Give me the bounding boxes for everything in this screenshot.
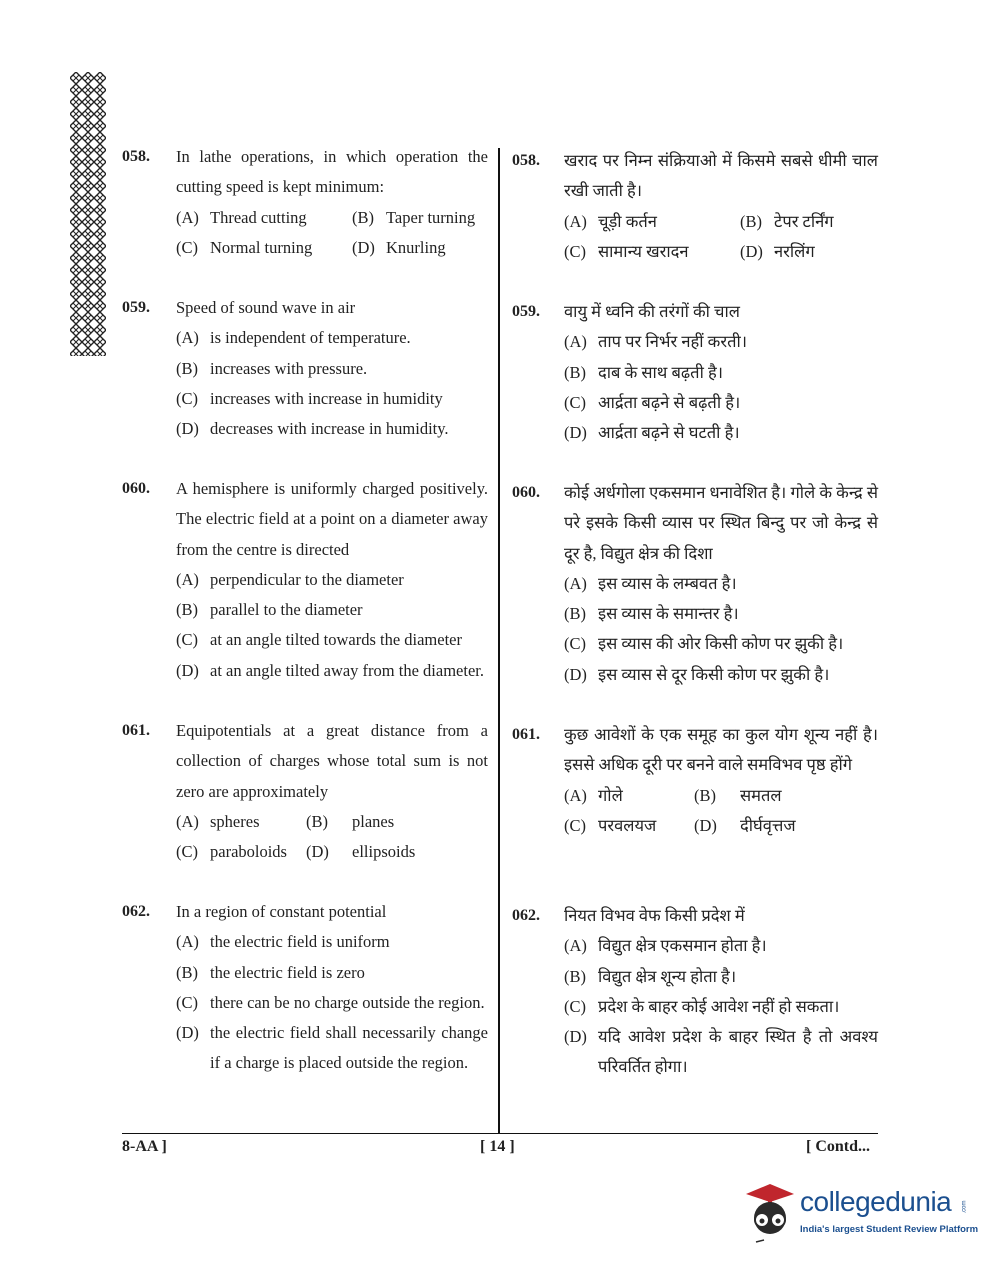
- option-label: (A): [176, 207, 199, 227]
- footer-rule: [122, 1133, 878, 1134]
- option-label: (B): [740, 211, 762, 231]
- option-text: ताप पर निर्भर नहीं करती।: [598, 332, 747, 352]
- option-text: प्रदेश के बाहर कोई आवेश नहीं हो सकता।: [598, 996, 840, 1016]
- option-label: (B): [564, 604, 586, 624]
- question-058-en: [122, 142, 488, 282]
- question-number: 060.: [512, 484, 540, 501]
- option-label: (B): [176, 962, 198, 982]
- option-text: सामान्य खरादन: [598, 241, 689, 261]
- collegedunia-logo: [742, 1180, 979, 1250]
- logo-name: collegedunia: [800, 1186, 952, 1217]
- option-label: (D): [176, 1023, 199, 1043]
- option-label: (A): [564, 211, 587, 231]
- option-text: इस व्यास की ओर किसी कोण पर झुकी है।: [598, 634, 844, 654]
- option-label: (B): [176, 600, 198, 620]
- option-label: (B): [564, 362, 586, 382]
- option-text: Normal turning: [210, 237, 313, 257]
- question-text: In lathe operations, in which operation the cutting speed is kept minimum:: [176, 147, 488, 197]
- question-number: 060.: [122, 480, 150, 497]
- question-text: खराद पर निम्न संक्रियाओ में किसमे सबसे धीमी चाल रखी जाती है।: [564, 151, 878, 201]
- option-label: (A): [176, 328, 199, 348]
- mascot-icon: [742, 1180, 798, 1246]
- option-text: नरलिंग: [774, 241, 815, 261]
- option-text: Taper turning: [386, 207, 476, 227]
- option-text: there can be no charge outside the region.: [210, 992, 485, 1012]
- option-label: (D): [694, 815, 717, 835]
- option-text: increases with pressure.: [210, 358, 368, 378]
- option-text: spheres: [210, 811, 260, 831]
- question-text: कोई अर्धगोला एकसमान धनावेशित है। गोले के केन्द्र से परे इसके किसी व्यास पर स्थित बिन्दु पर जो केन्द्र से दूर है, विद्युत क्षेत्र की दिशा: [564, 483, 878, 563]
- option-text: planes: [352, 811, 395, 831]
- question-number: 059.: [512, 303, 540, 320]
- option-label: (B): [176, 358, 198, 378]
- option-label: (A): [176, 569, 199, 589]
- option-text: विद्युत क्षेत्र एकसमान होता है।: [598, 936, 767, 956]
- option-text: at an angle tilted away from the diameter.: [210, 660, 484, 680]
- option-label: (A): [564, 332, 587, 352]
- option-label: (A): [176, 811, 199, 831]
- option-text: at an angle tilted towards the diameter: [210, 630, 462, 650]
- option-label: (D): [306, 842, 329, 862]
- option-text: दीर्घवृत्तज: [740, 815, 796, 835]
- option-text: the electric field is uniform: [210, 932, 390, 952]
- option-text: paraboloids: [210, 842, 287, 862]
- option-text: the electric field shall necessarily change if a charge is placed outside the region.: [210, 1023, 488, 1073]
- option-text: is independent of temperature.: [210, 328, 411, 348]
- option-text: इस व्यास के समान्तर है।: [598, 604, 739, 624]
- option-text: इस व्यास से दूर किसी कोण पर झुकी है।: [598, 664, 830, 684]
- question-text: नियत विभव वेफ किसी प्रदेश में: [564, 906, 745, 925]
- option-label: (A): [176, 932, 199, 952]
- option-label: (D): [564, 1027, 587, 1047]
- option-text: टेपर टर्निंग: [774, 211, 834, 231]
- question-text: In a region of constant potential: [176, 902, 387, 921]
- option-label: (C): [176, 388, 198, 408]
- option-label: (C): [564, 634, 586, 654]
- question-number: 062.: [122, 903, 150, 920]
- option-text: the electric field is zero: [210, 962, 365, 982]
- option-label: (B): [694, 785, 716, 805]
- question-text: Equipotentials at a great distance from a collection of charges whose total sum is not zero are approximately: [176, 721, 488, 801]
- option-text: parallel to the diameter: [210, 600, 363, 620]
- question-number: 062.: [512, 907, 540, 924]
- option-text: आर्द्रता बढ़ने से बढ़ती है।: [598, 392, 741, 412]
- question-number: 061.: [512, 726, 540, 743]
- option-text: perpendicular to the diameter: [210, 569, 404, 589]
- option-text: दाब के साथ बढ़ती है।: [598, 362, 724, 382]
- option-label: (C): [564, 392, 586, 412]
- option-label: (A): [564, 573, 587, 593]
- option-text: इस व्यास के लम्बवत है।: [598, 573, 737, 593]
- option-label: (C): [564, 996, 586, 1016]
- option-label: (D): [176, 419, 199, 439]
- question-number: 058.: [512, 152, 540, 169]
- footer-contd: [ Contd...: [806, 1138, 871, 1155]
- option-label: (C): [176, 842, 198, 862]
- option-label: (C): [176, 630, 198, 650]
- question-text: Speed of sound wave in air: [176, 298, 356, 317]
- option-text: Knurling: [386, 237, 446, 257]
- option-label: (A): [564, 785, 587, 805]
- option-label: (C): [176, 992, 198, 1012]
- option-text: यदि आवेश प्रदेश के बाहर स्थित है तो अवश्य परिवर्तित होगा।: [598, 1027, 878, 1077]
- footer-code: 8-AA ]: [122, 1138, 167, 1155]
- option-label: (D): [176, 660, 199, 680]
- option-label: (D): [740, 241, 763, 261]
- question-text: कुछ आवेशों के एक समूह का कुल योग शून्य नहीं है। इससे अधिक दूरी पर बनने वाले समविभव पृष्ठ होंगे: [564, 725, 878, 775]
- option-label: (B): [564, 966, 586, 986]
- option-label: (D): [564, 423, 587, 443]
- option-label: (B): [306, 811, 328, 831]
- option-text: ellipsoids: [352, 842, 416, 862]
- question-number: 058.: [122, 148, 150, 165]
- option-text: चूड़ी कर्तन: [598, 211, 657, 231]
- logo-domain: .com: [961, 1200, 968, 1214]
- option-label: (D): [564, 664, 587, 684]
- question-text: वायु में ध्वनि की तरंगों की चाल: [564, 302, 740, 321]
- option-label: (C): [564, 241, 586, 261]
- column-divider: [498, 148, 500, 1133]
- logo-tagline: India's largest Student Review Platform: [800, 1224, 979, 1235]
- option-label: (C): [176, 237, 198, 257]
- question-number: 059.: [122, 299, 150, 316]
- option-label: (C): [564, 815, 586, 835]
- option-text: decreases with increase in humidity.: [210, 419, 449, 439]
- option-label: (D): [352, 237, 375, 257]
- page-number: [ 14 ]: [480, 1138, 515, 1155]
- option-label: (B): [352, 207, 374, 227]
- option-text: Thread cutting: [210, 207, 307, 227]
- question-text: A hemisphere is uniformly charged positively. The electric field at a point on a diameter away from the centre is directed: [176, 479, 488, 559]
- option-text: परवलयज: [598, 815, 657, 835]
- option-text: आर्द्रता बढ़ने से घटती है।: [598, 423, 740, 443]
- option-text: increases with increase in humidity: [210, 388, 443, 408]
- decorative-pattern: [70, 72, 106, 356]
- question-number: 061.: [122, 722, 150, 739]
- option-text: समतल: [740, 785, 782, 805]
- option-text: गोले: [598, 785, 623, 805]
- option-label: (A): [564, 936, 587, 956]
- option-text: विद्युत क्षेत्र शून्य होता है।: [598, 966, 737, 986]
